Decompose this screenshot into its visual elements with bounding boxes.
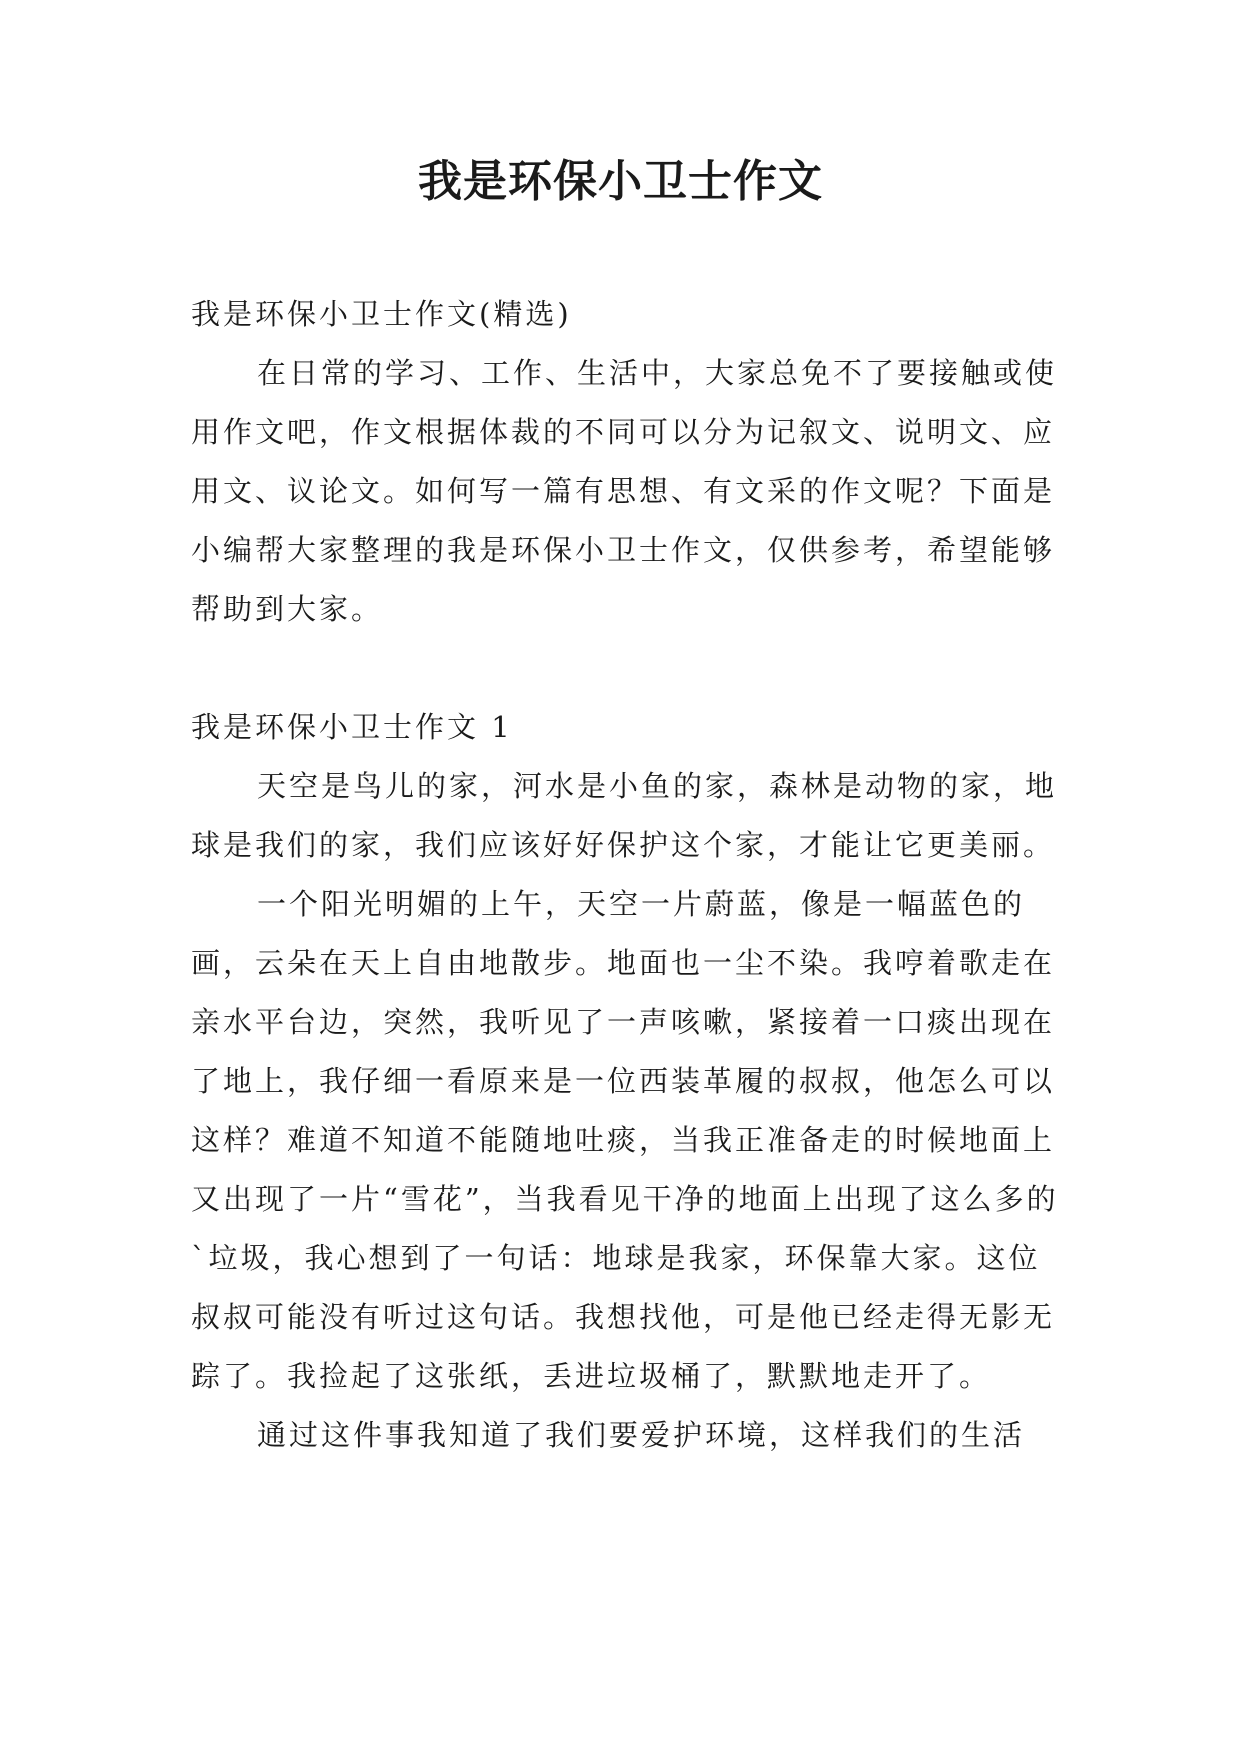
document-body [191,285,1059,1465]
body-paragraph: 通过这件事我知道了我们要爱护环境，这样我们的生活 [257,1418,1026,1452]
section-heading: 我是环保小卫士作文 1 [191,710,513,744]
body-paragraph: 天空是鸟儿的家，河水是小鱼的家，森林是动物的家，地球是我们的家，我们应该好好保护这个家，才能让它更美丽。 [191,769,1058,862]
subtitle: 我是环保小卫士作文(精选) [191,297,572,331]
page-title: 我是环保小卫士作文 [418,156,823,207]
section-spacer [191,639,1059,698]
body-paragraph: 一个阳光明媚的上午，天空一片蔚蓝，像是一幅蓝色的画，云朵在天上自由地散步。地面也一尘不染。我哼着歌走在亲水平台边，突然，我听见了一声咳嗽，紧接着一口痰出现在了地上，我仔细一看原来是一位西装革履的叔叔，他怎么可以这样？难道不知道不能随地吐痰，当我正准备走的时候地面上又出现了一片“雪花”，当我看见干净的地面上出现了这么多的`垃圾，我心想到了一句话：地球是我家，环保靠大家。这位叔叔可能没有听过这句话。我想找他，可是他已经走得无影无踪了。我捡起了这张纸，丢进垃圾桶了，默默地走开了。 [191,887,1059,1393]
intro-paragraph: 在日常的学习、工作、生活中，大家总免不了要接触或使用作文吧，作文根据体裁的不同可以分为记叙文、说明文、应用文、议论文。如何写一篇有思想、有文采的作文呢？下面是小编帮大家整理的我是环保小卫士作文，仅供参考，希望能够帮助到大家。 [191,356,1058,626]
